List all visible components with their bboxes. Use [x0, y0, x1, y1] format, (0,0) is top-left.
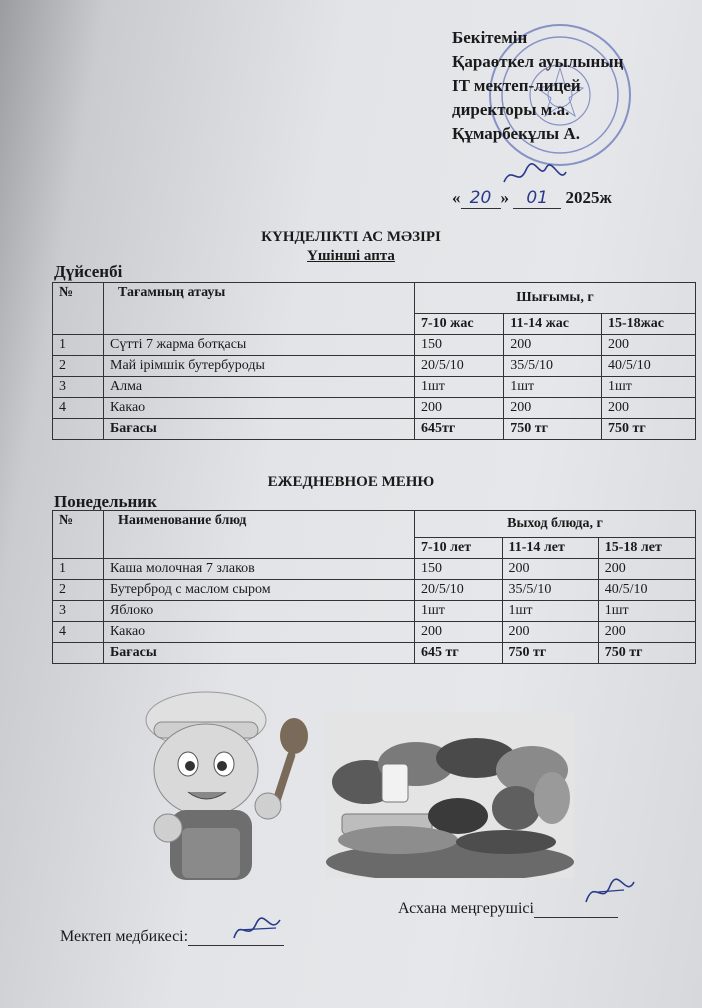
approval-line-2: Қараөткел ауылының: [452, 52, 624, 71]
director-signature-icon: [500, 160, 570, 190]
kz-header-num: №: [53, 283, 104, 335]
kz-header-age-1: 7-10 жас: [415, 314, 504, 335]
table-row: [53, 398, 696, 419]
total-value: 645 тг: [415, 643, 503, 664]
row-value: 35/5/10: [504, 356, 602, 377]
row-dish: Каша молочная 7 злаков: [104, 559, 415, 580]
row-value: 1шт: [415, 377, 504, 398]
ru-menu-day: Понедельник: [54, 492, 157, 511]
approval-line-4: директоры м.а.: [452, 100, 570, 119]
food-photo-icon: [326, 712, 574, 878]
row-value: 200: [502, 559, 598, 580]
total-value: 750 тг: [502, 643, 598, 664]
row-value: 40/5/10: [598, 580, 695, 601]
kz-menu-week: Үшінші апта: [307, 248, 395, 264]
row-value: 1шт: [502, 601, 598, 622]
row-value: 150: [415, 559, 503, 580]
row-dish: Какао: [104, 398, 415, 419]
kz-header-yield: Шығымы, г: [415, 283, 696, 314]
kz-header-age-2: 11-14 жас: [504, 314, 602, 335]
table-row: [53, 559, 696, 580]
date-close-quote: »: [500, 188, 509, 207]
total-value: 645тг: [415, 419, 504, 440]
total-value: 750 тг: [601, 419, 695, 440]
ru-header-age-1: 7-10 лет: [415, 538, 503, 559]
chef-boy-illustration-icon: [128, 678, 308, 888]
row-dish: Май ірімшік бутербуроды: [104, 356, 415, 377]
date-open-quote: «: [452, 188, 461, 207]
row-value: 200: [601, 398, 695, 419]
row-value: 1шт: [598, 601, 695, 622]
approval-block: [452, 26, 623, 146]
row-value: 200: [598, 622, 695, 643]
row-value: 200: [415, 398, 504, 419]
date-month: 01: [513, 188, 561, 209]
row-num: 3: [53, 377, 104, 398]
ru-header-yield: Выход блюда, г: [415, 511, 696, 538]
table-row: [53, 580, 696, 601]
kz-header-name: Тағамның атауы: [104, 283, 415, 335]
kz-menu-table: [52, 282, 696, 440]
row-dish: Алма: [104, 377, 415, 398]
kz-menu-day: Дүйсенбі: [54, 262, 123, 281]
row-value: 200: [502, 622, 598, 643]
canteen-head-label: Асхана меңгерушісі: [398, 900, 534, 917]
table-row: [53, 377, 696, 398]
ru-header-num: №: [53, 511, 104, 559]
row-num: 2: [53, 356, 104, 377]
approval-line-3: IT мектеп-лицей: [452, 76, 581, 95]
ru-menu-table: [52, 510, 696, 664]
row-num: 1: [53, 335, 104, 356]
row-value: 200: [415, 622, 503, 643]
row-value: 35/5/10: [502, 580, 598, 601]
row-value: 40/5/10: [601, 356, 695, 377]
ru-header-name: Наименование блюд: [104, 511, 415, 559]
table-row: [53, 356, 696, 377]
row-value: 1шт: [415, 601, 503, 622]
approval-date: [452, 188, 612, 209]
ru-menu-title: ЕЖЕДНЕВНОЕ МЕНЮ: [267, 474, 435, 490]
row-num: 1: [53, 559, 104, 580]
table-row: [53, 335, 696, 356]
ru-header-age-2: 11-14 лет: [502, 538, 598, 559]
ru-header-age-3: 15-18 лет: [598, 538, 695, 559]
table-row: [53, 601, 696, 622]
row-value: 150: [415, 335, 504, 356]
nurse-label: Мектеп медбикесі:: [60, 928, 189, 945]
row-value: 1шт: [504, 377, 602, 398]
row-value: 20/5/10: [415, 356, 504, 377]
row-value: 20/5/10: [415, 580, 503, 601]
row-dish: Какао: [104, 622, 415, 643]
total-value: 750 тг: [504, 419, 602, 440]
row-value: 1шт: [601, 377, 695, 398]
canteen-head-signature-icon: [580, 872, 640, 912]
row-value: 200: [598, 559, 695, 580]
row-dish: Сүтті 7 жарма ботқасы: [104, 335, 415, 356]
table-total-row: [53, 419, 696, 440]
row-dish: Яблоко: [104, 601, 415, 622]
row-num: 2: [53, 580, 104, 601]
approval-line-1: Бекітемін: [452, 28, 528, 47]
kz-menu-title: КҮНДЕЛІКТІ АС МӘЗІРІ: [261, 229, 441, 245]
table-row: [53, 622, 696, 643]
row-value: 200: [504, 398, 602, 419]
table-total-row: [53, 643, 696, 664]
row-value: 200: [601, 335, 695, 356]
row-num: 4: [53, 398, 104, 419]
kz-header-age-3: 15-18жас: [601, 314, 695, 335]
date-year: 2025ж: [565, 188, 612, 207]
total-label: Бағасы: [104, 643, 415, 664]
total-value: 750 тг: [598, 643, 695, 664]
total-label: Бағасы: [104, 419, 415, 440]
approval-line-5: Құмарбекұлы А.: [452, 124, 580, 143]
row-value: 200: [504, 335, 602, 356]
date-day: 20: [461, 188, 501, 209]
row-dish: Бутерброд с маслом сыром: [104, 580, 415, 601]
nurse-signature-icon: [228, 912, 288, 948]
row-num: 4: [53, 622, 104, 643]
row-num: 3: [53, 601, 104, 622]
